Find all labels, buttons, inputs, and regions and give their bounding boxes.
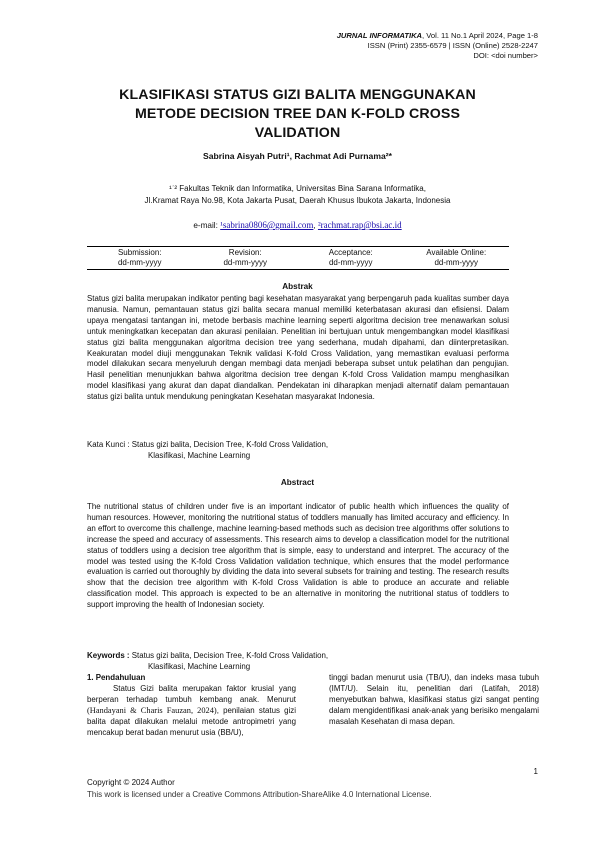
kata-kunci: Kata Kunci : Status gizi balita, Decision Tree, K-fold Cross Validation, Klasifikasi, Machine Learning <box>87 440 329 460</box>
date-cell: Revision: dd-mm-yyyy <box>223 248 268 267</box>
title-line: KLASIFIKASI STATUS GIZI BALITA MENGGUNAKAN <box>119 87 476 103</box>
citation: (Handayani & Charis Fauzan, 2024) <box>87 705 217 715</box>
email-prefix: e-mail: <box>193 221 218 230</box>
title-line: VALIDATION <box>254 125 341 141</box>
affiliation-line: ¹ʾ² Fakultas Teknik dan Informatika, Universitas Bina Sarana Informatika, <box>169 184 426 193</box>
kw-label: Kata Kunci : <box>87 440 130 449</box>
title-line: METODE DECISION TREE DAN K-FOLD CROSS <box>134 106 461 122</box>
paper-title <box>60 86 535 143</box>
email-link-2[interactable]: ²rachmat.rap@bsi.ac.id <box>317 220 402 230</box>
journal-header <box>337 31 538 61</box>
intro-right-column: tinggi badan menurut usia (TB/U), dan indeks masa tubuh (IMT/U). Selain itu, penelitian dari (Latifah, 2018) menyebutkan bahwa, klasifikasi status gizi sangat penting dalam mengidentifikasi anak-anak yang berisiko mengalami masalah Kesehatan di masa depan. <box>329 673 539 726</box>
abstrak-heading: Abstrak <box>282 282 313 291</box>
license-text: This work is licensed under a Creative Commons Attribution-ShareAlike 4.0 International License. <box>87 790 432 799</box>
date-cell: Submission: dd-mm-yyyy <box>117 248 162 267</box>
keywords: Keywords : Status gizi balita, Decision Tree, K-fold Cross Validation, Klasifikasi, Machine Learning <box>87 651 329 671</box>
journal-doi: DOI: <doi number> <box>473 51 538 60</box>
email-link-1[interactable]: ¹sabrina0806@gmail.com <box>220 220 314 230</box>
abstract-heading: Abstract <box>280 478 315 487</box>
intro-heading: 1. Pendahuluan <box>87 673 146 682</box>
copyright: Copyright © 2024 Author <box>87 778 175 787</box>
authors: Sabrina Aisyah Putri¹, Rachmat Adi Purnama²* <box>203 151 392 161</box>
intro-left-column: 1. Pendahuluan Status Gizi balita merupakan faktor krusial yang berperan terhadap tumbuh kembang anak. Menurut (Handayani & Charis Fauzan, 2024), penilaian status gizi balita dapat dilakukan melalui metode antropimetri yang mencakup berat badan menurut usia (BB/U), <box>87 673 296 737</box>
page-number: 1 <box>533 767 538 776</box>
kw-label: Keywords : <box>87 651 130 660</box>
abstrak-text: Status gizi balita merupakan indikator penting bagi kesehatan masyarakat yang berpengaruh pada kualitas sumber daya manusia. Namun, pemantauan status gizi balita secara manual memiliki keterbatasan akurasi dan efisiensi. Dalam upaya mengatasi tantangan ini, metode berbasis machine learning seperti algoritma decision tree menawarkan solusi untuk meningkatkan kecepatan dan akurasi penilaian. Penelitian ini bertujuan untuk mengembangkan model klasifikasi status gizi balita menggunakan algoritma decision tree yang sederhana, mudah dipahami, dan diinterpretasikan. Keakuratan model diuji menggunakan Teknik validasi K-fold Cross Validation, yang memastikan evaluasi performa model dilakukan secara menyeluruh dengan membagi data menjadi beberapa subset untuk pelatihan dan pengujian. Hasil penelitian menunjukkan bahwa algoritma decision tree dengan K-fold Cross Validation mampu menghasilkan model klasifikasi yang akurat dan dapat diandalkan. Pendekatan ini diharapkan menjadi alternatif dalam pemantauan status gizi balita untuk mendukung peningkatan Kesehatan masyarakat Indonesia. <box>87 294 509 402</box>
email-line: e-mail: ¹sabrina0806@gmail.com, ²rachmat.rap@bsi.ac.id <box>193 220 402 230</box>
abstract-text: The nutritional status of children under five is an important indicator of public health which influences the quality of human resources. However, monitoring the nutritional status of toddlers manually has limited accuracy and efficiency. In an effort to overcome this challenge, machine learning-based methods such as decision tree algorithms offer solutions to increase the speed and accuracy of assessments. This research aims to develop a classification model for the nutritional status of toddlers using a decision tree algorithm that is simple, easy to understand and interpret. The accuracy of the model was tested using the K-fold Cross Validation validation technique, which ensures that the model performance evaluation is carried out thoroughly by dividing the data into several subsets for training and testing. The research results show that the decision tree algorithm with K-fold Cross Validation is able to produce an accurate and reliable classification model. This approach is expected to be an alternative in monitoring the nutritional status of toddlers to support improving the health of Indonesian society. <box>87 502 509 610</box>
journal-name: JURNAL INFORMATIKA <box>336 31 423 40</box>
affiliation-line: Jl.Kramat Raya No.98, Kota Jakarta Pusat, Daerah Khusus Ibukota Jakarta, Indonesia <box>144 196 451 205</box>
date-cell: Available Online: dd-mm-yyyy <box>426 248 487 267</box>
date-cell: Acceptance: dd-mm-yyyy <box>328 248 373 267</box>
journal-volume: , Vol. 11 No.1 April 2024, Page 1-8 <box>422 31 538 40</box>
journal-issn: ISSN (Print) 2355-6579 | ISSN (Online) 2528-2247 <box>367 41 538 50</box>
dates-table <box>87 246 509 270</box>
